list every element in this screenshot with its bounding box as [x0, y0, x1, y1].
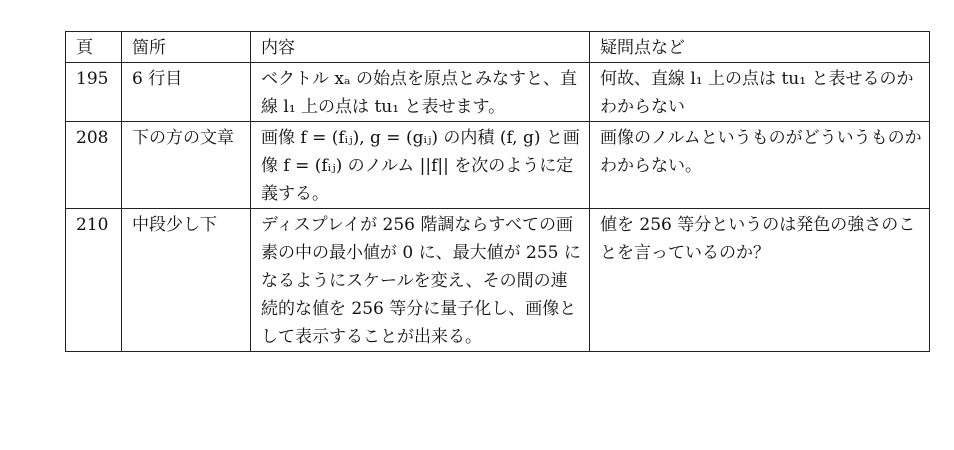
- header-page: 頁: [66, 32, 122, 63]
- cell-page: 195: [66, 63, 122, 122]
- table-row: [66, 63, 930, 122]
- cell-content: ベクトル xₐ の始点を原点とみなすと、直線 l₁ 上の点は tu₁ と表せます。: [251, 63, 590, 122]
- cell-question: 画像のノルムというものがどういうものかわからない。: [590, 122, 930, 209]
- header-location: 箇所: [122, 32, 251, 63]
- table-row: [66, 122, 930, 209]
- cell-question: 値を 256 等分というのは発色の強さのことを言っているのか？: [590, 209, 930, 352]
- cell-content: 画像 f = (fᵢⱼ), g = (gᵢⱼ) の内積 (f, g) と画像 f = (fᵢⱼ) のノルム ||f|| を次のように定義する。: [251, 122, 590, 209]
- questions-table: [65, 31, 930, 352]
- table-header-row: [66, 32, 930, 63]
- cell-content: ディスプレイが 256 階調ならすべての画素の中の最小値が 0 に、最大値が 255 になるようにスケールを変え、その間の連続的な値を 256 等分に量子化し、画像として表示することが出来る。: [251, 209, 590, 352]
- cell-location: 中段少し下: [122, 209, 251, 352]
- header-questions: 疑問点など: [590, 32, 930, 63]
- cell-page: 210: [66, 209, 122, 352]
- cell-page: 208: [66, 122, 122, 209]
- table-row: [66, 209, 930, 352]
- cell-question: 何故、直線 l₁ 上の点は tu₁ と表せるのかわからない: [590, 63, 930, 122]
- cell-location: 6 行目: [122, 63, 251, 122]
- cell-location: 下の方の文章: [122, 122, 251, 209]
- header-content: 内容: [251, 32, 590, 63]
